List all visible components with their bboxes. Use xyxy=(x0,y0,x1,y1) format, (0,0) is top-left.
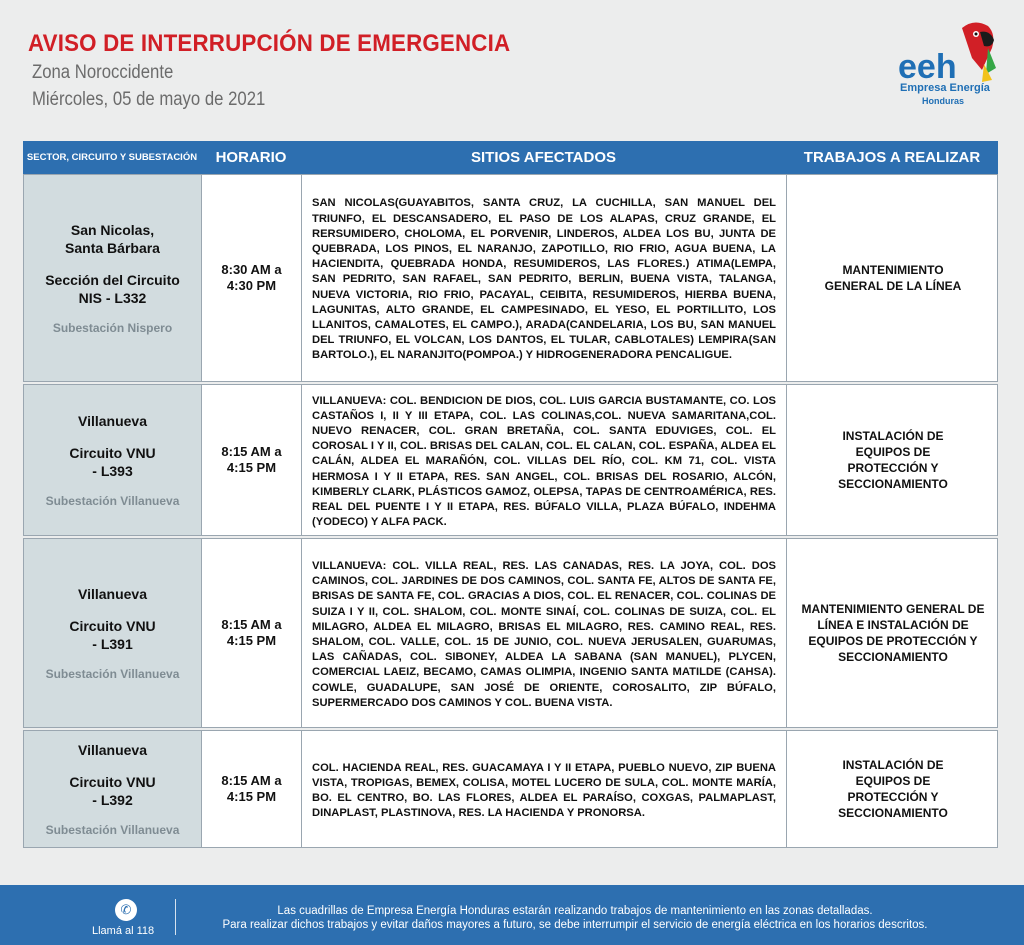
sector-name: Villanueva xyxy=(77,586,147,602)
affected-sites: COL. HACIENDA REAL, RES. GUACAMAYA I Y II ETAPA, PUEBLO NUEVO, ZIP BUENA VISTA, TROPIGAS, BEMEX, COLISA, MOTEL LUCERO DE SULA, COL. MONTE MARÍA, BO. EL CENTRO, BO. LAS FLORES, ALDEA EL PARAÍSO, COXGAS, PALMAPLAST, DINAPLAST, PLASTINOVA, RES. LA HACIENDA Y PRONORSA. xyxy=(312,761,776,820)
header-sector: SECTOR, CIRCUITO Y SUBESTACIÓN xyxy=(26,151,198,163)
header-trabajos: TRABAJOS A REALIZAR xyxy=(803,149,981,166)
zone-label: Zona Noroccidente xyxy=(32,62,174,83)
sector-circuit: Circuito VNU - L392 xyxy=(69,774,156,808)
phone-icon[interactable]: ✆ xyxy=(115,899,137,921)
table-row xyxy=(23,384,998,536)
schedule: 8:15 AM a 4:15 PM xyxy=(221,444,282,475)
logo-company-line2: Honduras xyxy=(922,96,965,106)
footer-line-2: Para realizar dichos trabajos y evitar daños mayores a futuro, se debe interrumpir el servicio de energía eléctrica en los horarios descritos. xyxy=(222,919,928,931)
phone-label[interactable]: Llamá al 118 xyxy=(92,925,155,937)
logo-mark-text: eeh xyxy=(898,48,957,86)
work-description: INSTALACIÓN DE EQUIPOS DE PROTECCIÓN Y SECCIONAMIENTO xyxy=(838,758,948,820)
sites-cell xyxy=(302,385,787,535)
sector-substation: Subestación Villanueva xyxy=(45,494,180,508)
sector-cell xyxy=(24,175,202,381)
sector-name: San Nicolas, Santa Bárbara xyxy=(65,222,160,256)
affected-sites: VILLANUEVA: COL. BENDICION DE DIOS, COL. LUIS GARCIA BUSTAMANTE, CO. LOS CASTAÑOS I, II Y III ETAPA, COL. LAS COLINAS,COL. NUEVA SAMARITANA,COL. NUEVO RENACER, COL. GRAN BRETAÑA, COL. SANTA EDUVIGES, COL. EL COROSAL I Y II, COL. BRISAS DEL CALAN, COL. EL CALAN, COL. ESPAÑA, ALDEA EL CALÁN, ALDEA EL MARAÑÓN, COL. VILLAS DEL RÍO, COL. KM 71, COL. VISTA HERMOSA I Y II ETAPA, RES. SAN ANGEL, COL. BRISAS DEL ROSARIO, ALCÓN, KIMBERLY CLARK, PLÁSTICOS GAMOZ, OLEPSA, TAPAS DE CENTROAMÉRICA, RES. REAL DEL PUENTE I Y II ETAPA, RES. BÚFALO VILLA, PLAZA BÚFALO, INDEHMA (YODECO) Y ALFA PACK. xyxy=(312,394,776,529)
affected-sites: SAN NICOLAS(GUAYABITOS, SANTA CRUZ, LA CUCHILLA, SAN MANUEL DEL TRIUNFO, EL DESCANSADERO, EL PASO DE LOS ALAPAS, CRUZ GRANDE, EL RERSUMIDERO, CHOLOMA, EL PORVENIR, LINDEROS, ALDEA LOS BU, JUNTA DE QUEBRADA, LOS PINOS, EL NARANJO, ZAPOTILLO, RIO FRIO, AGUA BUENA, LA HACIENDITA, QUEBRADA HONDA, RESUMIDEROS, LAS FLORES.) ATIMA(LEMPA, SAN PEDRITO, SAN RAFAEL, SAN PEDRITO, BERLIN, BUENA VISTA, TALANGA, NUEVA VICTORIA, RIO FRIO, PACAYAL, CEIBITA, RESUMIDEROS, HIERBA BUENA, LAGUNITAS, ALTO GRANDE, EL CAMPESINADO, EL YESO, EL PORTILLITO, LOS LLANITOS, CAMALOTES, EL CAMPO.), ARADA(CANDELARIA, LOS BU, SAN MANUEL DEL TRIUNFO, EL VOLCAN, LOS DANTOS, EL TULAR, CABLOTALES) LEMPIRA(SAN BARTOLO.), EL NARANJITO(POMPOA.) Y HIDROGENERADORA PENCALIGUE. xyxy=(312,197,776,362)
work-description: INSTALACIÓN DE EQUIPOS DE PROTECCIÓN Y SECCIONAMIENTO xyxy=(838,429,948,491)
sector-substation: Subestación Nispero xyxy=(52,321,173,335)
table-row xyxy=(23,538,998,728)
schedule: 8:15 AM a 4:15 PM xyxy=(221,617,282,648)
work-description: MANTENIMIENTO GENERAL DE LÍNEA E INSTALACIÓN DE EQUIPOS DE PROTECCIÓN Y SECCIONAMIENTO xyxy=(801,602,985,664)
schedule-cell xyxy=(202,175,302,381)
sector-substation: Subestación Villanueva xyxy=(45,823,180,837)
work-cell xyxy=(787,385,999,535)
sites-cell xyxy=(302,175,787,381)
schedule-cell xyxy=(202,539,302,727)
sector-cell xyxy=(24,385,202,535)
work-cell xyxy=(787,731,999,847)
footer-divider xyxy=(175,899,176,935)
logo-company-line1: Empresa Energía xyxy=(900,82,990,94)
sector-circuit: Circuito VNU - L391 xyxy=(69,618,156,652)
sector-cell xyxy=(24,731,202,847)
outage-table xyxy=(23,141,998,837)
parrot-logo-icon xyxy=(892,18,1002,88)
footer-line-1: Las cuadrillas de Empresa Energía Honduras estarán realizando trabajos de mantenimiento en las zonas detalladas. xyxy=(277,905,873,917)
header-horario: HORARIO xyxy=(215,149,287,166)
work-cell xyxy=(787,175,999,381)
footer-notice xyxy=(180,904,970,932)
sector-circuit: Circuito VNU - L393 xyxy=(69,445,156,479)
sector-cell xyxy=(24,539,202,727)
schedule-cell xyxy=(202,385,302,535)
work-cell xyxy=(787,539,999,727)
sector-circuit: Sección del Circuito NIS - L332 xyxy=(45,272,180,306)
affected-sites: VILLANUEVA: COL. VILLA REAL, RES. LAS CANADAS, RES. LA JOYA, COL. DOS CAMINOS, COL. JARDINES DE DOS CAMINOS, COL. SANTA FE, ALTOS DE SANTA FE, BRISAS DE SANTA FE, COL. GRACIAS A DIOS, COL. EL RENACER, COL. COLINAS DE SUIZA I Y II, COL. SHALOM, COL. MONTE SINAÍ, COL. COLINAS DE SUIZA, COL. EL MILAGRO, ALDEA EL MILAGRO, BRISAS EL MILAGRO, RES. CAMINO REAL, RES. SHALOM, COL. VALLE, COL. 15 DE JUNIO, COL. NUEVA JERUSALEN, GUARUMAS, LAS CAÑADAS, COL. SIBONEY, ALDEA LA SABANA (SAN MANUEL), PLYCEN, COMERCIAL LAEIZ, BECAMO, CAMAS OLIMPIA, INGENIO SANTA MATILDE (CAHSA). COWLE, GUADALUPE, SAN JOSÉ DE ORIENTE, COROSALITO, ZIP BÚFALO, SUPERMERCADO DOS CAMINOS Y COL. BUENA VISTA. xyxy=(312,559,776,709)
work-description: MANTENIMIENTO GENERAL DE LA LÍNEA xyxy=(824,263,962,293)
footer xyxy=(0,885,1024,945)
schedule: 8:15 AM a 4:15 PM xyxy=(221,773,282,804)
sites-cell xyxy=(302,731,787,847)
sector-substation: Subestación Villanueva xyxy=(45,667,180,681)
sites-cell xyxy=(302,539,787,727)
schedule-cell xyxy=(202,731,302,847)
sector-name: Villanueva xyxy=(77,742,147,758)
table-row xyxy=(23,730,998,848)
table-row xyxy=(23,174,998,382)
table-header xyxy=(23,141,998,174)
page-title: AVISO DE INTERRUPCIÓN DE EMERGENCIA xyxy=(28,30,511,57)
header xyxy=(0,0,1024,140)
date-label: Miércoles, 05 de mayo de 2021 xyxy=(32,89,266,110)
schedule: 8:30 AM a 4:30 PM xyxy=(221,262,282,293)
sector-name: Villanueva xyxy=(77,413,147,429)
header-sitios: SITIOS AFECTADOS xyxy=(470,149,616,166)
eeh-logo xyxy=(892,18,1002,108)
